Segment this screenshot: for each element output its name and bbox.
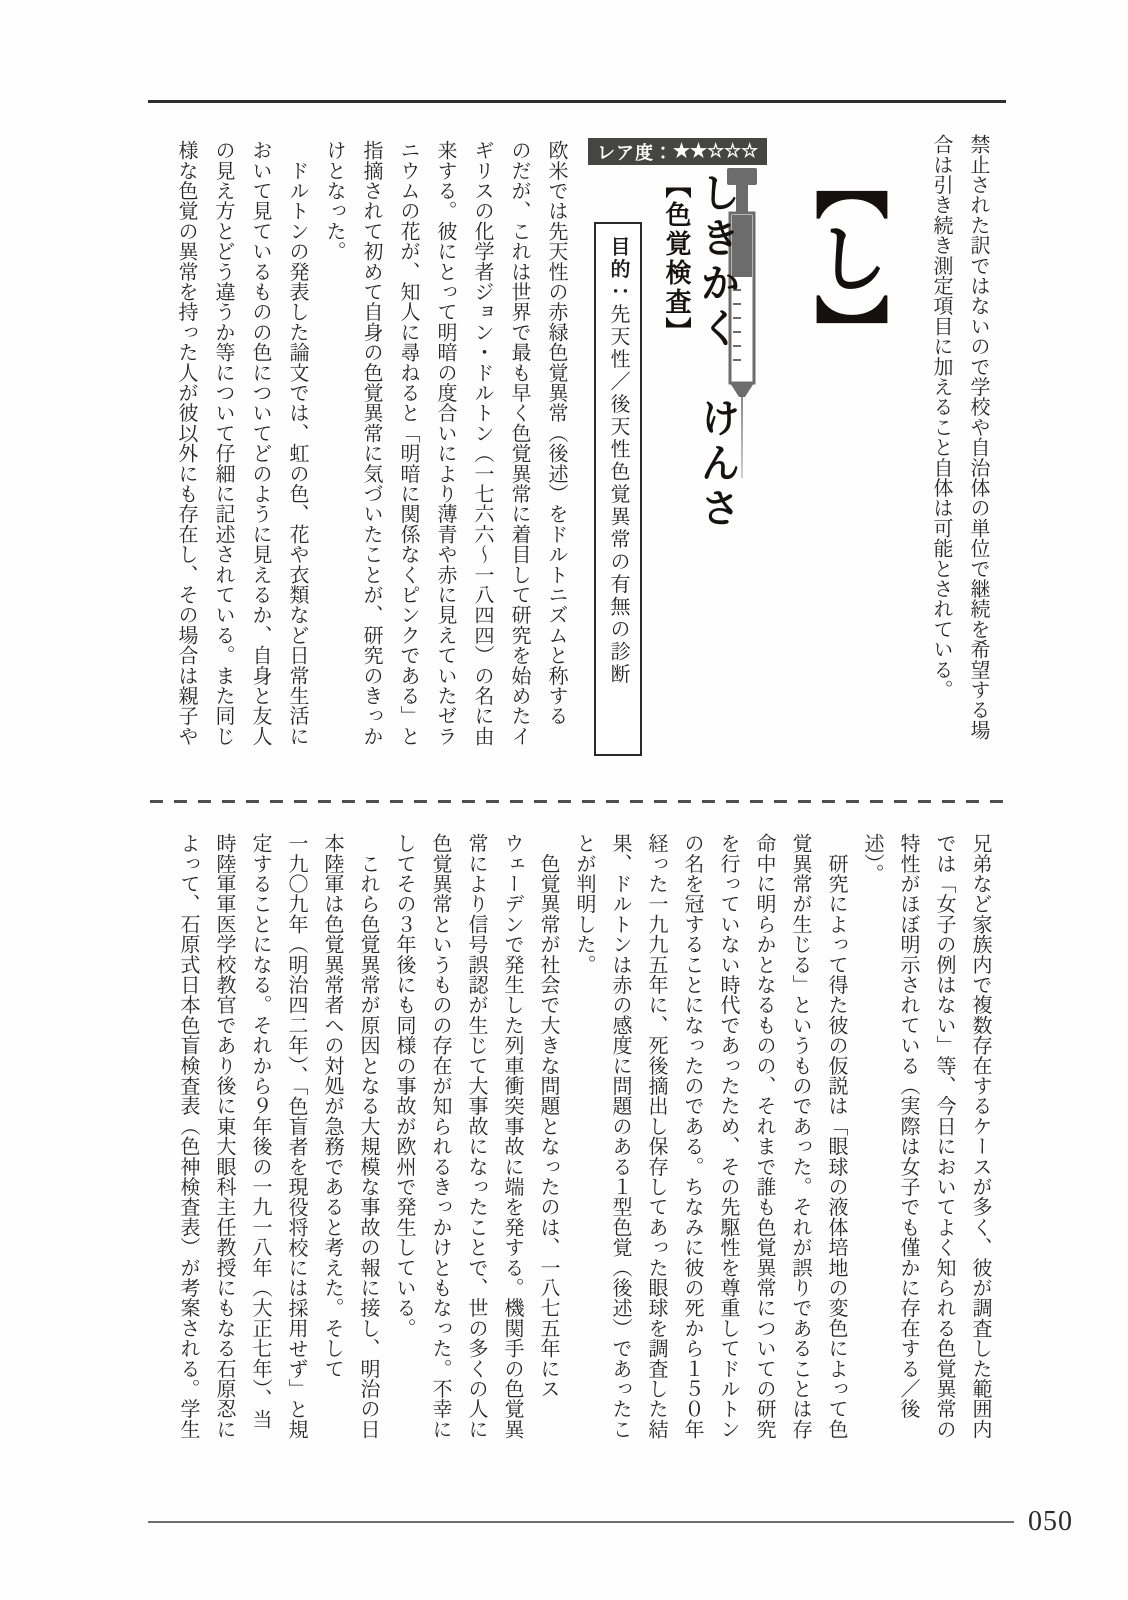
text-line: ニウムの花が、知人に尋ねると「明暗に関係なくピンクである」と (397, 140, 419, 746)
text-line: 色覚異常が社会で大きな問題となったのは、一八七五年にス (537, 833, 559, 1399)
text-line: 合は引き続き測定項目に加えること自体は可能とされている。 (930, 134, 952, 700)
purpose-box (594, 222, 642, 756)
text-line: を行っていない時代であったため、その先駆性を尊重してドルトン (717, 833, 739, 1439)
text-line: 禁止された訳ではないので学校や自治体の単位で継続を希望する場 (967, 134, 989, 740)
rarity-label: レア度： (597, 142, 673, 163)
text-line: これら色覚異常が原因となる大規模な事故の報に接し、明治の日 (357, 833, 379, 1439)
text-line: 来する。彼にとって明暗の度合いにより薄青や赤に見えていたゼラ (434, 140, 456, 746)
text-line: 研究によって得た彼の仮説は「眼球の液体培地の変色によって色 (825, 833, 847, 1439)
text-line: のだが、これは世界で最も早く色覚異常に着目して研究を始めたイ (508, 140, 530, 746)
purpose-value: 先天性／後天性色覚異常の有無の診断 (607, 303, 629, 686)
page-number: 050 (1028, 1506, 1073, 1537)
prev-entry-tail (920, 134, 996, 750)
text-line: 覚異常が生じる」というものであった。それが誤りであることは存 (789, 833, 811, 1439)
text-line: 命中に明らかとなるものの、それまで誰も色覚異常についての研究 (753, 833, 775, 1439)
section-marker: 【し】 (804, 146, 886, 368)
text-line: けとなった。 (323, 140, 345, 262)
dashed-divider (150, 800, 1010, 803)
purpose-text (596, 236, 640, 754)
text-line: 一九〇九年（明治四二年）、「色盲者を現役将校には採用せず」と規 (285, 833, 307, 1440)
text-line: 時陸軍軍医学校教官であり後に東大眼科主任教授にもなる石原忍に (213, 833, 235, 1439)
text-line: の名を冠することになったのである。ちなみに彼の死から１５０年 (681, 833, 703, 1439)
text-line: 常により信号誤認が生じて大事故になったことで、世の多くの人に (465, 833, 487, 1439)
text-line: とが判明した。 (573, 833, 595, 975)
body-bottom (177, 833, 998, 1455)
text-line: 定することになる。それから９年後の一九一八年（大正七年）、当 (249, 833, 271, 1429)
text-line: 指摘されて初めて自身の色覚異常に気づいたことが、研究のきっか (360, 140, 382, 746)
text-line: ウェーデンで発生した列車衝突事故に端を発する。機関手の色覚異 (501, 833, 523, 1439)
text-line: 果、ドルトンは赤の感度に問題のある１型色覚（後述）であったこ (609, 833, 631, 1439)
text-line: では「女子の例はない」等、今日においてよく知られる色覚異常の (933, 833, 955, 1439)
text-line: 様な色覚の異常を持った人が彼以外にも存在し、その場合は親子や (175, 140, 197, 746)
text-line: 本陸軍は色覚異常者への対処が急務であると考えた。そして (321, 833, 343, 1379)
body-top (166, 140, 574, 752)
text-line: ドルトンの発表した論文では、虹の色、花や衣類など日常生活に (286, 140, 308, 746)
text-line: おいて見ているものの色についてどのように見えるか、自身と友人 (249, 140, 271, 746)
entry-title-kanji: 【色覚検査】 (662, 172, 691, 346)
text-line: よって、石原式日本色盲検査表（色神検査表）が考案される。学生 (177, 833, 199, 1439)
text-line: 兄弟など家族内で複数存在するケースが多く、彼が調査した範囲内 (969, 833, 991, 1439)
top-rule (148, 100, 1006, 103)
text-line: の見え方とどう違うか等について仔細に記述されている。また同じ (212, 140, 234, 746)
rarity-badge (588, 138, 767, 165)
text-line: してその３年後にも同様の事故が欧州で発生している。 (393, 833, 415, 1338)
text-line: ギリスの化学者ジョン・ドルトン（一七六六～一八四四）の名に由 (471, 140, 493, 746)
text-line: 経った一九九五年に、死後摘出し保存してあった眼球を調査した結 (645, 833, 667, 1439)
text-line: 色覚異常というものの存在が知られるきっかけともなった。不幸に (429, 833, 451, 1439)
footer-rule (148, 1521, 1014, 1523)
rarity-stars: ★★☆☆☆ (673, 141, 759, 162)
text-line: 欧米では先天性の赤緑色覚異常（後述）をドルトニズムと称する (545, 140, 567, 726)
entry-title-kana: しきかく けんさ (695, 172, 740, 532)
purpose-label: 目的： (607, 236, 629, 304)
text-line: 特性がほぼ明示されている（実際は女子でも僅かに存在する／後述）。 (861, 833, 919, 1419)
